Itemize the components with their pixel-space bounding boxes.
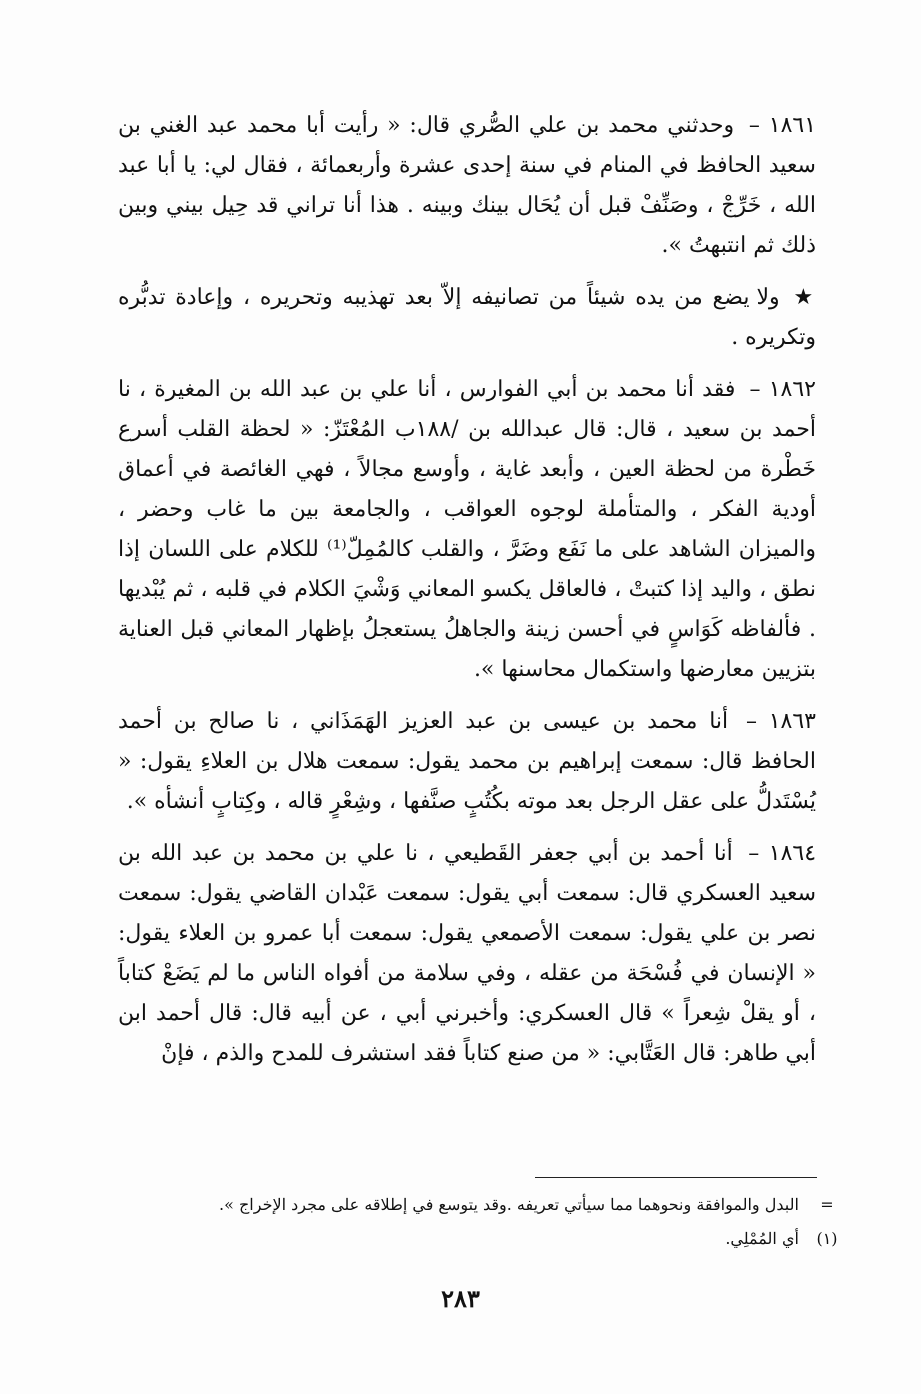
paragraph-1861: [118, 106, 816, 266]
footnote-continuation: [118, 1188, 838, 1222]
entry-number: ١٨٦٣ –: [745, 709, 816, 734]
paragraph-text: أنا أحمد بن أبي جعفر القَطيعي ، نا علي بن محمد بن عبد الله بن سعيد العسكري قال: سمعت أبي يقول: سمعت عَبْدان القاضي يقول: سمعت نصر بن علي يقول: سمعت الأصمعي يقول: سمعت أبا عمرو بن العلاء يقول: « الإنسان في فُسْحَة من عقله ، وفي سلامة من أفواه الناس ما لم يَضَعْ كتاباً ، أو يقلْ شِعراً » قال العسكري: وأخبرني أبي ، عن أبيه قال: قال أحمد ابن أبي طاهر: قال العَتَّابي: « من صنع كتاباً فقد استشرف للمدح والذم ، فإنْ: [118, 841, 816, 1066]
paragraph-text: وحدثني محمد بن علي الصُّري قال: « رأيت أبا محمد عبد الغني بن سعيد الحافظ في المنام في سنة إحدى عشرة وأربعمائة ، فقال لي: يا أبا عبد الله ، خَرِّجْ ، وصَنِّفْ قبل أن يُحَال بينك وبينه . هذا أنا تراني قد حِيل بيني وبين ذلك ثم انتبهتُ ».: [118, 113, 816, 258]
footnote-divider: [535, 1177, 817, 1178]
paragraph-1864: [118, 834, 816, 1074]
footnote-marker: =: [820, 1195, 834, 1214]
entry-number: ١٨٦٢ –: [749, 377, 816, 402]
paragraph-text: أنا محمد بن عيسى بن عبد العزيز الهَمَذَاني ، نا صالح بن أحمد الحافظ قال: سمعت إبراهيم بن محمد يقول: سمعت هلال بن العلاءِ يقول: « يُسْتَدلُّ على عقل الرجل بعد موته بكُتُبٍ صنَّفها ، وشِعْرٍ قاله ، وكِتابٍ أنشأه ».: [118, 709, 816, 814]
footnote-1: [118, 1222, 838, 1256]
entry-number: ١٨٦١ –: [748, 113, 817, 138]
paragraph-1862: [118, 370, 816, 690]
paragraph-1863: [118, 702, 816, 822]
page-number: ٢٨٣: [441, 1284, 480, 1313]
footnotes: [118, 1188, 838, 1256]
footnote-marker: (١): [816, 1229, 838, 1248]
paragraph-commentary: [118, 278, 816, 358]
footnote-text: البدل والموافقة ونحوهما مما سيأتي تعريفه .وقد يتوسع في إطلاقه على مجرد الإخراج ».: [219, 1195, 799, 1214]
main-text: [118, 106, 816, 1086]
paragraph-text: ولا يضع من يده شيئاً من تصانيفه إلاّ بعد تهذيبه وتحريره ، وإعادة تدبُّره وتكريره .: [118, 285, 816, 350]
entry-number: ١٨٦٤ –: [748, 841, 817, 866]
paragraph-text: فقد أنا محمد بن أبي الفوارس ، أنا علي بن عبد الله بن المغيرة ، نا أحمد بن سعيد ، قال: قال عبدالله بن /١٨٨ب المُعْتَزّ: « لحظة القلب أسرع خَطْرة من لحظة العين ، وأبعد غاية ، وأوسع مجالاً ، فهي الغائصة في أعماق أودية الفكر ، والمتأملة لوجوه العواقب ، والجامعة بين ما غاب وحضر ، والميزان الشاهد على ما نَفَع وضَرَّ ، والقلب كالمُمِلّ⁽¹⁾ للكلام على اللسان إذا نطق ، واليد إذا كتبتْ ، فالعاقل يكسو المعاني وَشْيَ الكلام في قلبه ، ثم يُبْديها . فألفاظه كَوَاسٍ في أحسن زينة والجاهلُ يستعجلُ بإظهار المعاني قبل العناية بتزيين معارضها واستكمال محاسنها ».: [118, 377, 816, 682]
star-marker: ★: [793, 285, 816, 310]
footnote-text: أي المُمْلِي.: [725, 1229, 799, 1248]
